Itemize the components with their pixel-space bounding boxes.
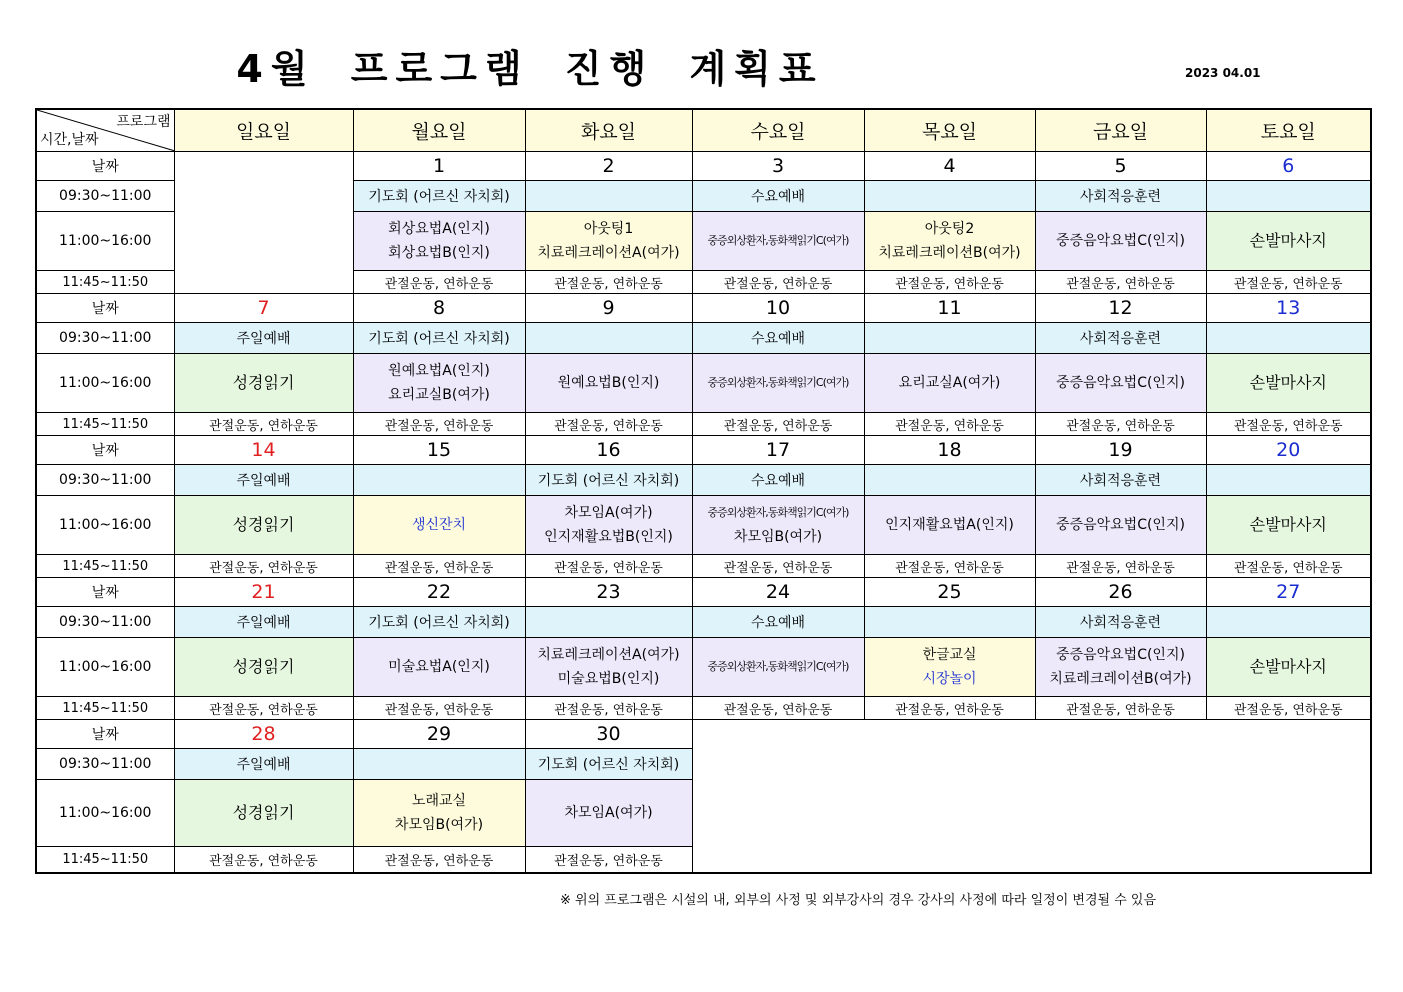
- row-label-time: 11:45~11:50: [36, 697, 174, 720]
- row-label-time: 11:45~11:50: [36, 413, 174, 436]
- program-cell: 사회적응훈련: [1035, 465, 1206, 496]
- program-line: 노래교실: [411, 793, 467, 809]
- program-cell: 주일예배: [174, 465, 353, 496]
- exercise-cell: 관절운동, 연하운동: [692, 413, 864, 436]
- program-line: 차모임A(여가): [564, 505, 653, 521]
- program-line: 회상요법A(인지): [388, 221, 490, 237]
- date-cell: 1: [353, 152, 525, 181]
- exercise-cell: 관절운동, 연하운동: [525, 847, 692, 873]
- program-cell: [525, 496, 692, 555]
- program-line: 아웃팅2: [924, 221, 975, 237]
- row-label-time: 09:30~11:00: [36, 607, 174, 638]
- program-cell: 손발마사지: [1206, 496, 1371, 555]
- program-cell: [864, 181, 1035, 212]
- date-cell: 24: [692, 578, 864, 607]
- date-cell-sun: 7: [174, 294, 353, 323]
- row-label-date: 날짜: [36, 720, 174, 749]
- program-line: 시장놀이: [922, 671, 977, 687]
- date-cell: 12: [1035, 294, 1206, 323]
- program-cell: [864, 323, 1035, 354]
- document-date: 2023 04.01: [1185, 66, 1261, 80]
- program-cell: [353, 354, 525, 413]
- program-line: 차모임B(여가): [394, 817, 484, 833]
- program-cell: [525, 181, 692, 212]
- program-cell: [525, 323, 692, 354]
- program-cell: [1206, 181, 1371, 212]
- exercise-cell: 관절운동, 연하운동: [174, 555, 353, 578]
- week3-date-row: [36, 436, 1371, 465]
- program-line: 치료레크레이션B(여가): [878, 245, 1021, 261]
- date-cell-sun: 21: [174, 578, 353, 607]
- week3-morning-row: [36, 465, 1371, 496]
- day-header-mon: 월요일: [353, 109, 525, 152]
- program-cell: 기도회 (어르신 자치회): [353, 323, 525, 354]
- date-cell-sat: 27: [1206, 578, 1371, 607]
- week3-exercise-row: [36, 555, 1371, 578]
- program-cell: 생신잔치: [353, 496, 525, 555]
- program-cell: 사회적응훈련: [1035, 607, 1206, 638]
- week1-date-row: [36, 152, 1371, 181]
- program-cell: 인지재활요법A(인지): [864, 496, 1035, 555]
- date-cell: 3: [692, 152, 864, 181]
- week2-exercise-row: [36, 413, 1371, 436]
- program-cell: 사회적응훈련: [1035, 323, 1206, 354]
- day-header-sun: 일요일: [174, 109, 353, 152]
- row-label-date: 날짜: [36, 436, 174, 465]
- program-line: 중증음악요법C(인지): [1056, 647, 1185, 663]
- program-line: 치료레크레이션B(여가): [1049, 671, 1192, 687]
- exercise-cell: 관절운동, 연하운동: [525, 697, 692, 720]
- exercise-cell: 관절운동, 연하운동: [174, 697, 353, 720]
- exercise-cell: 관절운동, 연하운동: [864, 555, 1035, 578]
- program-cell: 요리교실A(여가): [864, 354, 1035, 413]
- program-cell: [353, 465, 525, 496]
- program-cell: 기도회 (어르신 자치회): [525, 465, 692, 496]
- exercise-cell: 관절운동, 연하운동: [353, 271, 525, 294]
- exercise-cell: 관절운동, 연하운동: [353, 697, 525, 720]
- program-cell: [1206, 607, 1371, 638]
- program-cell: [1035, 638, 1206, 697]
- program-cell: 수요예배: [692, 181, 864, 212]
- date-cell-sat: 6: [1206, 152, 1371, 181]
- program-cell: 중증음악요법C(인지): [1035, 496, 1206, 555]
- exercise-cell: 관절운동, 연하운동: [864, 271, 1035, 294]
- date-cell: 29: [353, 720, 525, 749]
- exercise-cell: 관절운동, 연하운동: [1035, 555, 1206, 578]
- week4-morning-row: [36, 607, 1371, 638]
- program-cell: 차모임A(여가): [525, 780, 692, 847]
- exercise-cell: 관절운동, 연하운동: [353, 847, 525, 873]
- program-line: 원예요법A(인지): [388, 363, 490, 379]
- program-cell: [525, 638, 692, 697]
- row-label-time: 11:00~16:00: [36, 496, 174, 555]
- exercise-cell: 관절운동, 연하운동: [174, 413, 353, 436]
- row-label-time: 09:30~11:00: [36, 181, 174, 212]
- schedule-table: [35, 108, 1372, 874]
- program-line: 미술요법B(인지): [557, 671, 660, 687]
- program-line: 중증외상환자,동화책읽기C(여가): [707, 506, 849, 519]
- program-cell: 수요예배: [692, 607, 864, 638]
- exercise-cell: 관절운동, 연하운동: [1206, 271, 1371, 294]
- program-cell: 원예요법B(인지): [525, 354, 692, 413]
- program-cell: [525, 212, 692, 271]
- row-label-time: 11:45~11:50: [36, 555, 174, 578]
- date-cell: 17: [692, 436, 864, 465]
- program-cell: 중증외상환자,동화책읽기C(여가): [692, 354, 864, 413]
- program-line: 치료레크레이션A(여가): [537, 647, 680, 663]
- program-line: 치료레크레이션A(여가): [537, 245, 680, 261]
- date-cell: 5: [1035, 152, 1206, 181]
- program-cell: [353, 212, 525, 271]
- day-header-sat: 토요일: [1206, 109, 1371, 152]
- program-line: 차모임B(여가): [733, 529, 823, 545]
- date-cell: 4: [864, 152, 1035, 181]
- week1-sun-empty: [174, 152, 353, 294]
- exercise-cell: 관절운동, 연하운동: [864, 697, 1035, 720]
- date-cell: 8: [353, 294, 525, 323]
- program-line: 인지재활요법B(인지): [544, 529, 673, 545]
- exercise-cell: 관절운동, 연하운동: [1206, 555, 1371, 578]
- exercise-cell: 관절운동, 연하운동: [1035, 413, 1206, 436]
- date-cell: 19: [1035, 436, 1206, 465]
- row-label-time: 11:45~11:50: [36, 847, 174, 873]
- row-label-time: 09:30~11:00: [36, 323, 174, 354]
- week3-program-row: [36, 496, 1371, 555]
- row-label-date: 날짜: [36, 152, 174, 181]
- program-cell: 주일예배: [174, 749, 353, 780]
- exercise-cell: 관절운동, 연하운동: [174, 847, 353, 873]
- row-label-date: 날짜: [36, 294, 174, 323]
- exercise-cell: 관절운동, 연하운동: [1206, 697, 1371, 720]
- program-cell: [525, 607, 692, 638]
- program-cell: [692, 496, 864, 555]
- program-cell: [864, 465, 1035, 496]
- corner-cell: [36, 109, 174, 152]
- program-cell: 성경읽기: [174, 638, 353, 697]
- date-cell: 15: [353, 436, 525, 465]
- program-cell: [353, 780, 525, 847]
- program-cell: [1206, 323, 1371, 354]
- day-header-wed: 수요일: [692, 109, 864, 152]
- day-header-tue: 화요일: [525, 109, 692, 152]
- date-cell-sun: 28: [174, 720, 353, 749]
- program-cell: 손발마사지: [1206, 638, 1371, 697]
- day-header-fri: 금요일: [1035, 109, 1206, 152]
- row-label-time: 11:00~16:00: [36, 212, 174, 271]
- program-cell: [1206, 465, 1371, 496]
- row-label-time: 11:00~16:00: [36, 638, 174, 697]
- program-cell: 성경읽기: [174, 780, 353, 847]
- exercise-cell: 관절운동, 연하운동: [525, 413, 692, 436]
- row-label-time: 11:45~11:50: [36, 271, 174, 294]
- date-cell-sat: 20: [1206, 436, 1371, 465]
- program-cell: [353, 749, 525, 780]
- date-cell: 22: [353, 578, 525, 607]
- exercise-cell: 관절운동, 연하운동: [1035, 271, 1206, 294]
- footnote: ※ 위의 프로그램은 시설의 내, 외부의 사정 및 외부강사의 경우 강사의 사정에 따라 일정이 변경될 수 있음: [560, 893, 1157, 908]
- program-cell: 수요예배: [692, 465, 864, 496]
- exercise-cell: 관절운동, 연하운동: [692, 555, 864, 578]
- date-cell: 18: [864, 436, 1035, 465]
- header-row: [36, 109, 1371, 152]
- date-cell: 25: [864, 578, 1035, 607]
- week5-empty-area: [692, 720, 1371, 873]
- program-cell: 사회적응훈련: [1035, 181, 1206, 212]
- date-cell: 30: [525, 720, 692, 749]
- program-cell: 손발마사지: [1206, 212, 1371, 271]
- program-line: 한글교실: [922, 647, 977, 663]
- week5-date-row: [36, 720, 1371, 749]
- program-cell: 미술요법A(인지): [353, 638, 525, 697]
- exercise-cell: 관절운동, 연하운동: [353, 413, 525, 436]
- date-cell: 16: [525, 436, 692, 465]
- row-label-date: 날짜: [36, 578, 174, 607]
- program-cell: 주일예배: [174, 323, 353, 354]
- row-label-time: 11:00~16:00: [36, 780, 174, 847]
- row-label-time: 09:30~11:00: [36, 465, 174, 496]
- week4-exercise-row: [36, 697, 1371, 720]
- program-cell: 주일예배: [174, 607, 353, 638]
- program-cell: [864, 607, 1035, 638]
- exercise-cell: 관절운동, 연하운동: [525, 271, 692, 294]
- exercise-cell: 관절운동, 연하운동: [1035, 697, 1206, 720]
- corner-time-label: 시간,날짜: [40, 132, 99, 148]
- program-cell: 기도회 (어르신 자치회): [525, 749, 692, 780]
- row-label-time: 11:00~16:00: [36, 354, 174, 413]
- week4-program-row: [36, 638, 1371, 697]
- week2-morning-row: [36, 323, 1371, 354]
- program-cell: 중증음악요법C(인지): [1035, 212, 1206, 271]
- week2-program-row: [36, 354, 1371, 413]
- program-cell: 성경읽기: [174, 496, 353, 555]
- program-cell: [864, 212, 1035, 271]
- date-cell: 9: [525, 294, 692, 323]
- date-cell: 10: [692, 294, 864, 323]
- date-cell: 2: [525, 152, 692, 181]
- week4-date-row: [36, 578, 1371, 607]
- exercise-cell: 관절운동, 연하운동: [692, 697, 864, 720]
- date-cell-sun: 14: [174, 436, 353, 465]
- page-title: 4월 프로그램 진행 계획표: [236, 47, 824, 91]
- corner-program-label: 프로그램: [116, 114, 171, 130]
- exercise-cell: 관절운동, 연하운동: [692, 271, 864, 294]
- program-cell: 기도회 (어르신 자치회): [353, 607, 525, 638]
- day-header-thu: 목요일: [864, 109, 1035, 152]
- date-cell: 11: [864, 294, 1035, 323]
- program-cell: 중증외상환자,동화책읽기C(여가): [692, 638, 864, 697]
- exercise-cell: 관절운동, 연하운동: [525, 555, 692, 578]
- program-cell: 수요예배: [692, 323, 864, 354]
- exercise-cell: 관절운동, 연하운동: [1206, 413, 1371, 436]
- exercise-cell: 관절운동, 연하운동: [353, 555, 525, 578]
- program-cell: 기도회 (어르신 자치회): [353, 181, 525, 212]
- program-cell: 중증음악요법C(인지): [1035, 354, 1206, 413]
- exercise-cell: 관절운동, 연하운동: [864, 413, 1035, 436]
- program-cell: 손발마사지: [1206, 354, 1371, 413]
- program-line: 회상요법B(인지): [388, 245, 490, 261]
- row-label-time: 09:30~11:00: [36, 749, 174, 780]
- program-cell: [864, 638, 1035, 697]
- program-line: 아웃팅1: [583, 221, 634, 237]
- program-line: 요리교실B(여가): [388, 387, 490, 403]
- program-cell: 중증외상환자,동화책읽기C(여가): [692, 212, 864, 271]
- date-cell-sat: 13: [1206, 294, 1371, 323]
- program-cell: 성경읽기: [174, 354, 353, 413]
- week2-date-row: [36, 294, 1371, 323]
- date-cell: 23: [525, 578, 692, 607]
- date-cell: 26: [1035, 578, 1206, 607]
